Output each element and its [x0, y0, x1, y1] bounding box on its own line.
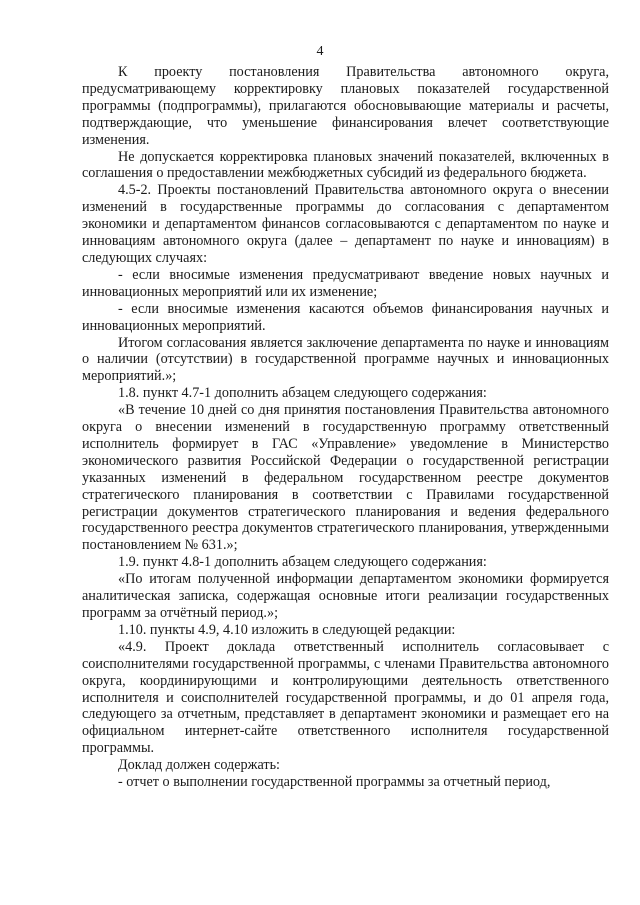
- paragraph: - отчет о выполнении государственной программы за отчетный период,: [118, 774, 551, 791]
- paragraph: 1.9. пункт 4.8-1 дополнить абзацем следующего содержания:: [118, 554, 487, 571]
- paragraph: Не допускается корректировка плановых значений показателей, включенных в соглашения о предоставлении межбюджетных субсидий из федерального бюджета.: [82, 148, 609, 182]
- paragraph: 1.10. пункты 4.9, 4.10 изложить в следующей редакции:: [118, 621, 456, 638]
- paragraph: 4.5-2. Проекты постановлений Правительства автономного округа о внесении изменений в государственные программы до согласования с департаментом экономики и департаментом финансов согласовываются с департаментом по науке и инновациям автономного округа (далее – департамент по науке и инновациям) в следующих случаях:: [82, 182, 609, 266]
- paragraph: - если вносимые изменения предусматривают введение новых научных и инновационных мероприятий или их изменение;: [82, 266, 609, 300]
- paragraph: К проекту постановления Правительства автономного округа, предусматривающему корректировку плановых показателей государственной программы (подпрограммы), прилагаются обосновывающие материалы и расчеты, подтверждающие, что уменьшение финансирования влечет соответствующие изменения.: [82, 64, 609, 148]
- paragraph: - если вносимые изменения касаются объемов финансирования научных и инновационных мероприятий.: [82, 300, 609, 334]
- paragraph: 1.8. пункт 4.7-1 дополнить абзацем следующего содержания:: [118, 385, 487, 402]
- paragraph: Итогом согласования является заключение департамента по науке и инновациям о наличии (отсутствии) в государственной программе научных и инновационных мероприятий.»;: [82, 334, 609, 385]
- paragraph: «4.9. Проект доклада ответственный исполнитель согласовывает с соисполнителями государственной программы, с членами Правительства автономного округа, координирующими и контролирующими деятельность ответственного исполнителя и соисполнителей государственной программы, и до 01 апреля года, следующего за отчетным, представляет в департамент экономики и размещает его на официальном интернет-сайте ответственного исполнителя государственной программы.: [82, 638, 609, 757]
- page-number: 4: [316, 44, 324, 59]
- paragraph: «В течение 10 дней со дня принятия постановления Правительства автономного округа о внесении изменений в государственную программу ответственный исполнитель формирует в ГАС «Управление» уведомление в Министерство экономического развития Российской Федерации о государственной регистрации указанных изменений в федеральном государственном реестре документов стратегического планирования в соответствии с Правилами государственной регистрации документов стратегического планирования и ведения федерального государственного реестра документов стратегического планирования, утвержденными постановлением № 631.»;: [82, 402, 609, 554]
- paragraph: «По итогам полученной информации департаментом экономики формируется аналитическая записка, содержащая основные итоги реализации государственных программ за отчётный период.»;: [82, 571, 609, 621]
- paragraph: Доклад должен содержать:: [118, 757, 280, 774]
- document-body: [82, 64, 609, 791]
